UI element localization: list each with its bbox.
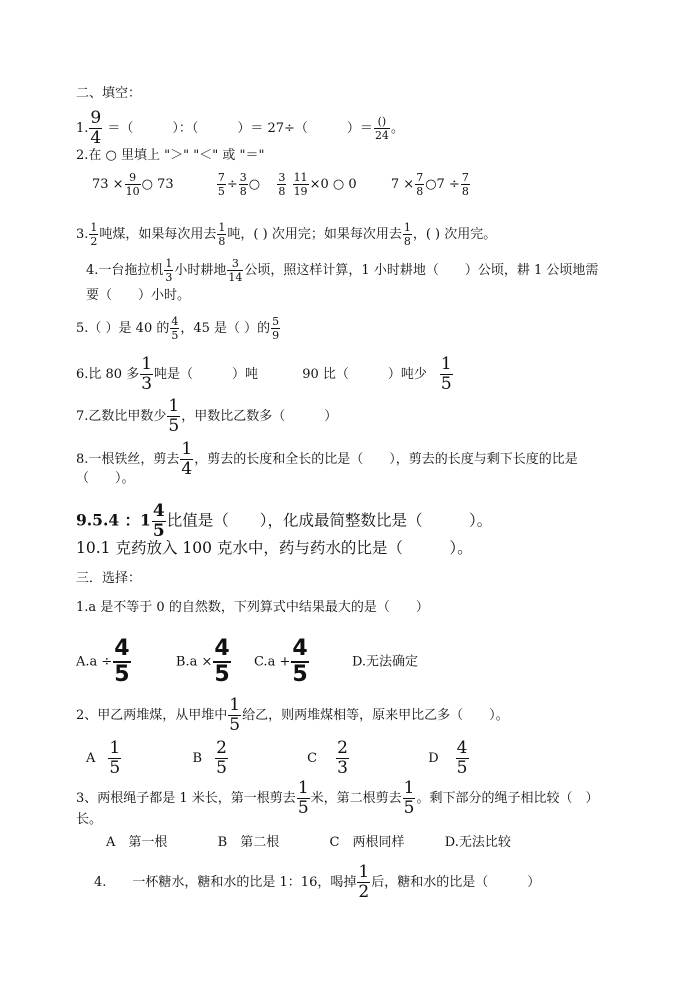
q4-text-3: 公顷，照这样计算，1 小时耕地（ ）公顷，耕 1 公顷地需: [244, 263, 599, 278]
denominator: 5: [114, 662, 130, 687]
choice-question-4: [94, 864, 540, 901]
q2-expr1-fraction: [125, 172, 141, 197]
numerator: 2: [216, 738, 227, 758]
question-4: [86, 258, 598, 283]
q8-text-2: ，剪去的长度和全长的比是（ ），剪去的长度与剩下长度的比是: [194, 452, 578, 467]
numerator: 1: [297, 778, 309, 798]
denominator: 9: [272, 329, 280, 342]
numerator: 7: [217, 171, 225, 184]
choice-question-2-options: [86, 740, 470, 777]
numerator: 1: [181, 439, 193, 459]
q1-fraction-2: [374, 116, 390, 141]
q3-fraction-1: [89, 222, 98, 247]
numerator: 3: [227, 258, 243, 271]
denominator: 19: [293, 185, 308, 198]
q1-fraction-numerator: 9: [90, 108, 102, 128]
option-c: C.a +: [253, 654, 291, 670]
denominator: 5: [152, 521, 165, 541]
q3-text-2: 吨，( ) 次用完；如果每次用去: [227, 227, 402, 242]
denominator: 2: [358, 882, 370, 902]
q2-expr1-a: 73 ×: [92, 177, 124, 192]
q2-expr2-fraction-2: [239, 172, 248, 197]
q1-fraction-denominator: 4: [90, 128, 102, 148]
denominator: 5: [403, 798, 415, 818]
denominator: 8: [278, 185, 286, 198]
q5-fraction-2: [271, 316, 280, 341]
q2-expr2-op: ÷: [226, 177, 238, 192]
denominator: 5: [214, 662, 230, 687]
q3-text-1: 吨煤，如果每次用去: [99, 227, 217, 242]
denominator: 5: [456, 758, 468, 778]
q5-text-1: 5.（ ）是 40 的: [76, 321, 170, 336]
numerator: 1: [403, 221, 411, 234]
numerator: 9: [125, 172, 141, 185]
q4-fraction-2: [227, 258, 243, 283]
cq3-fraction-2: [403, 780, 416, 817]
numerator: 1: [229, 695, 241, 715]
denominator: 8: [239, 185, 247, 198]
q2-expr4-b: ○7 ÷: [425, 177, 460, 192]
cq2-fraction: [228, 697, 241, 734]
cq4-text-1: 4. 一杯糖水，糖和水的比是 1：16，喝掉: [94, 875, 357, 890]
numerator: 3: [239, 171, 247, 184]
q4-line-2: 要（ ）小时。: [86, 288, 191, 303]
denominator: 5: [168, 416, 180, 436]
q1-text: ＝（ ）：（ ）＝ 27÷（ ）＝: [103, 121, 373, 136]
numerator: 4: [152, 501, 165, 521]
q6-fraction-2: [440, 356, 453, 393]
numerator: 7: [461, 171, 469, 184]
q6-text-3: 90 比（ ）吨少: [302, 367, 427, 382]
cq2-text-2: 给乙，则两堆煤相等，原来甲比乙多（ ）。: [242, 708, 509, 723]
denominator: 8: [218, 235, 226, 248]
q2-expr1-b: ○ 73: [141, 177, 174, 192]
denominator: 14: [228, 271, 243, 284]
q9-fraction: [152, 503, 166, 540]
q8-fraction: [180, 441, 193, 478]
q1-end: 。: [390, 121, 404, 136]
denominator: 3: [337, 758, 348, 778]
numerator: 1: [403, 778, 415, 798]
question-1: [76, 110, 404, 147]
q8-line-2: （ ）。: [76, 471, 135, 486]
question-6: [76, 356, 454, 393]
section-two-heading: 二、填空：: [76, 86, 142, 101]
cq2-option-c-fraction: [336, 740, 349, 777]
question-8: [76, 441, 578, 478]
q1-fraction-2-denominator: 24: [374, 129, 389, 142]
numerator: 2: [337, 738, 348, 758]
q6-fraction-1: [140, 356, 153, 393]
q7-text-1: 7.乙数比甲数少: [76, 409, 167, 424]
q5-fraction-1: [170, 316, 179, 341]
denominator: 8: [403, 235, 411, 248]
q2-expr4-a: 7 ×: [390, 177, 415, 192]
denominator: 5: [229, 715, 241, 735]
numerator: 4: [214, 636, 230, 661]
numerator: 4: [456, 738, 468, 758]
q4-fraction-1: [164, 258, 173, 283]
q3-text-3: ，( ) 次用完。: [412, 227, 497, 242]
denominator: 8: [416, 185, 424, 198]
q5-text-2: ，45 是（ ）的: [180, 321, 271, 336]
cq3-text-3: 。剩下部分的绳子相比较（ ）: [416, 791, 599, 806]
denominator: 3: [141, 374, 153, 394]
option-b-fraction: [213, 638, 230, 686]
cq4-text-2: 后，糖和水的比是（ ）: [371, 875, 541, 890]
cq3-fraction-1: [297, 780, 310, 817]
numerator: 4: [171, 315, 179, 328]
q7-fraction: [167, 398, 180, 435]
numerator: 1: [358, 862, 370, 882]
cq3-text-1: 3、两根绳子都是 1 米长，第一根剪去: [76, 791, 296, 806]
cq3-option-d: D.无法比较: [444, 835, 511, 850]
denominator: 5: [297, 798, 309, 818]
cq3-line-2: 长。: [76, 812, 103, 827]
option-a: A.a ÷: [76, 654, 113, 670]
q6-text-1: 6.比 80 多: [76, 367, 140, 382]
choice-question-1: 1.a 是不等于 0 的自然数，下列算式中结果最大的是（ ）: [76, 600, 429, 615]
cq2-option-c-label: C: [307, 751, 318, 766]
q2-expressions: [92, 172, 471, 197]
cq2-option-a-fraction: [108, 740, 121, 777]
cq2-option-d-fraction: [456, 740, 469, 777]
q8-text-1: 8.一根铁丝，剪去: [76, 452, 180, 467]
choice-question-3: [76, 780, 599, 817]
question-10: 10.1 克药放入 100 克水中，药与药水的比是（ ）。: [76, 539, 473, 557]
numerator: 4: [114, 636, 130, 661]
q2-expr2-circle: ○: [248, 177, 261, 192]
q9-text-1: 9.5.4 ：1: [76, 510, 151, 530]
q4-text-1: 4.一台拖拉机: [86, 263, 164, 278]
option-c-fraction: [291, 638, 308, 686]
q2-expr4-fraction-1: [415, 172, 424, 197]
choice-question-1-options: [76, 638, 418, 686]
cq2-option-d-label: D: [428, 751, 439, 766]
q3-prefix: 3.: [76, 227, 89, 242]
choice-question-2: [76, 697, 509, 734]
numerator: 1: [165, 257, 173, 270]
question-2: 2.在 ○ 里填上 "＞" "＜" 或 "＝": [76, 148, 265, 163]
numerator: 1: [440, 354, 452, 374]
denominator: 10: [125, 185, 140, 198]
q3-fraction-2: [217, 222, 226, 247]
numerator: 1: [168, 396, 180, 416]
q4-text-2: 小时耕地: [174, 263, 227, 278]
q1-prefix: 1.: [76, 121, 89, 136]
q9-text-2: 比值是（ ），化成最简整数比是（ ）。: [166, 511, 493, 530]
q6-text-2: 吨是（ ）吨: [154, 367, 259, 382]
q2-expr4-fraction-2: [461, 172, 470, 197]
choice-question-3-options: [106, 835, 511, 851]
numerator: 5: [272, 315, 280, 328]
numerator: 7: [416, 171, 424, 184]
numerator: 1: [141, 354, 153, 374]
denominator: 3: [165, 271, 173, 284]
question-7: [76, 398, 337, 435]
option-b: B.a ×: [175, 654, 213, 670]
denominator: 5: [217, 185, 225, 198]
cq3-option-c: C 两根同样: [329, 835, 405, 850]
q3-fraction-3: [403, 222, 412, 247]
numerator: 1: [109, 738, 121, 758]
denominator: 5: [216, 758, 227, 778]
cq3-option-a: A 第一根: [106, 835, 168, 850]
cq3-text-2: 米，第二根剪去: [310, 791, 402, 806]
q2-expr2-fraction-1: [217, 172, 226, 197]
q1-fraction-2-numerator: (): [374, 116, 390, 129]
section-three-heading: 三．选择：: [76, 571, 142, 586]
q1-fraction: [89, 110, 102, 147]
cq3-option-b: B 第二根: [217, 835, 280, 850]
cq2-text-1: 2、甲乙两堆煤，从甲堆中: [76, 708, 228, 723]
cq2-option-a-label: A: [86, 751, 96, 766]
question-9: [76, 503, 492, 540]
denominator: 5: [440, 374, 452, 394]
numerator: 1: [218, 221, 226, 234]
q2-expr3-fraction-2: [293, 172, 309, 197]
numerator: 3: [278, 171, 286, 184]
denominator: 5: [292, 662, 308, 687]
numerator: 4: [292, 636, 308, 661]
q2-expr3-fraction-1: [277, 172, 286, 197]
denominator: 8: [461, 185, 469, 198]
option-d: D.无法确定: [351, 654, 419, 670]
cq2-option-b-label: B: [192, 751, 203, 766]
q2-expr3-b: ×0 ○ 0: [309, 177, 357, 192]
numerator: 1: [90, 221, 98, 234]
question-3: [76, 222, 496, 247]
question-5: [76, 316, 281, 341]
denominator: 4: [181, 459, 193, 479]
option-a-fraction: [113, 638, 130, 686]
cq4-fraction: [357, 864, 370, 901]
denominator: 2: [90, 235, 98, 248]
numerator: 11: [293, 171, 308, 184]
cq2-option-b-fraction: [215, 740, 228, 777]
denominator: 5: [171, 329, 179, 342]
q7-text-2: ，甲数比乙数多（ ）: [181, 409, 338, 424]
denominator: 5: [109, 758, 121, 778]
